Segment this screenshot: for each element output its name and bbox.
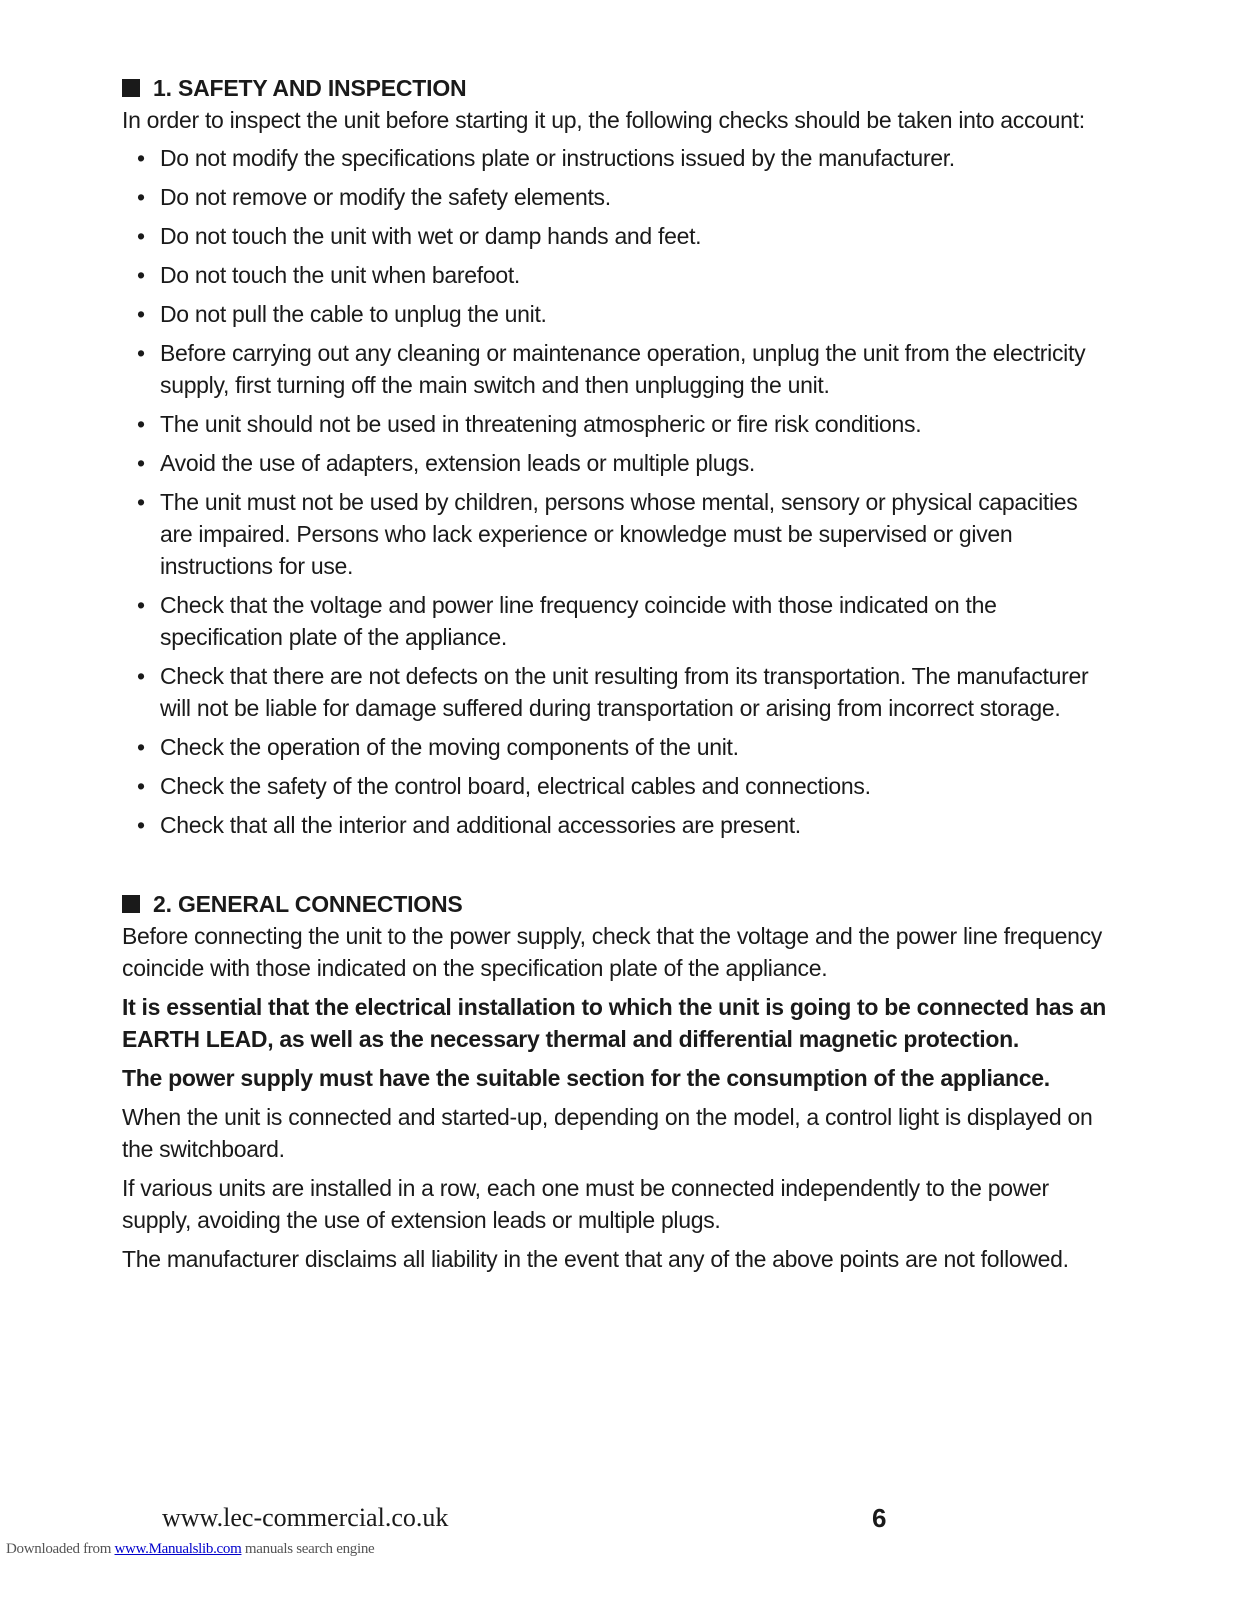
checklist-item: • Do not pull the cable to unplug the unit. [122,298,1112,330]
checklist-item: • Check that all the interior and additional accessories are present. [122,809,1112,841]
checklist-item: • Do not touch the unit when barefoot. [122,259,1112,291]
bullet-icon: • [137,592,145,618]
section-heading-safety [122,72,1112,104]
page-number: 6 [872,1503,887,1533]
checklist-item: • Before carrying out any cleaning or maintenance operation, unplug the unit from the electricity supply, first turning off the main switch and then unplugging the unit. [122,337,1112,401]
download-note-prefix: Downloaded from [6,1541,112,1557]
heading-square-icon [122,79,140,97]
bullet-icon: • [137,301,145,327]
bullet-icon: • [137,411,145,437]
bullet-icon: • [137,663,145,689]
download-source-note [6,1541,374,1558]
checklist-item: • Do not touch the unit with wet or damp hands and feet. [122,220,1112,252]
connections-paragraph-5: If various units are installed in a row, each one must be connected independently to the power supply, avoiding the use of extension leads or multiple plugs. [122,1175,1049,1233]
bullet-icon: • [137,489,145,515]
bullet-icon: • [137,734,145,760]
connections-earth-lead-notice: It is essential that the electrical installation to which the unit is going to be connected has an EARTH LEAD, as well as the necessary thermal and differential magnetic protection. [122,994,1107,1052]
bullet-icon: • [137,262,145,288]
manualslib-link[interactable]: www.Manualslib.com [114,1541,242,1557]
checklist-item: • The unit must not be used by children, persons whose mental, sensory or physical capacities are impaired. Persons who lack experience or knowledge must be supervised or given instructions for use. [122,486,1112,582]
checklist-item: • The unit should not be used in threatening atmospheric or fire risk conditions. [122,408,1112,440]
download-note-suffix: manuals search engine [241,1541,375,1557]
connections-paragraph-1: Before connecting the unit to the power supply, check that the voltage and the power line frequency coincide with those indicated on the specification plate of the appliance. [122,923,1102,981]
checklist-item: • Check that there are not defects on the unit resulting from its transportation. The manufacturer will not be liable for damage suffered during transportation or arising from incorrect storage. [122,660,1112,724]
checklist-item: • Check the safety of the control board, electrical cables and connections. [122,770,1112,802]
connections-power-supply-notice: The power supply must have the suitable section for the consumption of the appliance. [122,1065,1050,1091]
document-page [122,72,1112,1282]
bullet-icon: • [137,812,145,838]
bullet-icon: • [137,340,145,366]
section-heading-safety-text: 1. SAFETY AND INSPECTION [153,75,467,101]
checklist-item: • Avoid the use of adapters, extension leads or multiple plugs. [122,447,1112,479]
bullet-icon: • [137,145,145,171]
bullet-icon: • [137,223,145,249]
section-heading-connections [122,888,1112,920]
checklist-item: • Do not modify the specifications plate or instructions issued by the manufacturer. [122,142,1112,174]
checklist-item: • Check the operation of the moving components of the unit. [122,731,1112,763]
footer-website: www.lec-commercial.co.uk [162,1503,449,1532]
safety-checklist [122,142,1112,841]
section-heading-connections-text: 2. GENERAL CONNECTIONS [153,891,463,917]
checklist-item: • Check that the voltage and power line frequency coincide with those indicated on the specification plate of the appliance. [122,589,1112,653]
heading-square-icon [122,895,140,913]
connections-disclaimer: The manufacturer disclaims all liability in the event that any of the above points are not followed. [122,1246,1069,1272]
bullet-icon: • [137,450,145,476]
checklist-item: • Do not remove or modify the safety elements. [122,181,1112,213]
bullet-icon: • [137,773,145,799]
bullet-icon: • [137,184,145,210]
connections-paragraph-4: When the unit is connected and started-up, depending on the model, a control light is displayed on the switchboard. [122,1104,1093,1162]
safety-intro: In order to inspect the unit before starting it up, the following checks should be taken into account: [122,107,1085,133]
